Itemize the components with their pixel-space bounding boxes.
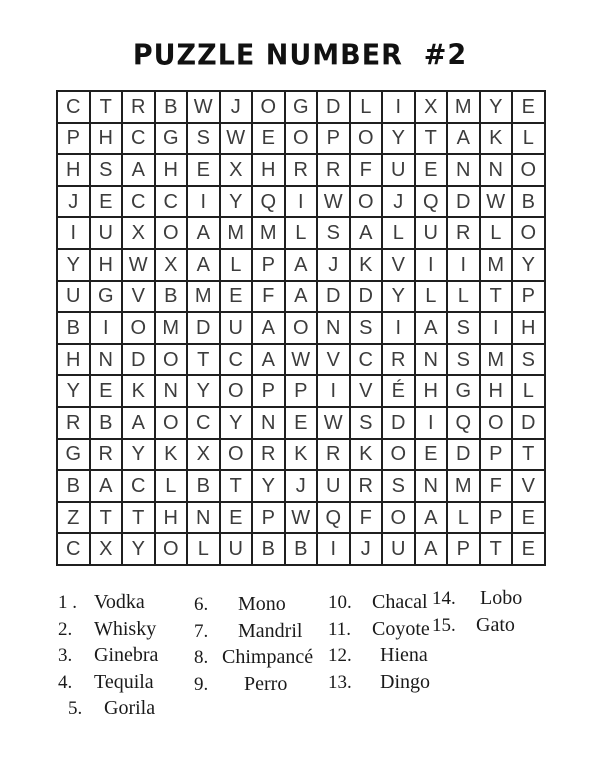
grid-cell[interactable]: D: [187, 312, 220, 344]
word-number: 14.: [432, 588, 456, 609]
grid-cell[interactable]: C: [155, 186, 188, 218]
grid-cell[interactable]: U: [220, 312, 253, 344]
word-text: Lobo: [480, 587, 523, 609]
grid-cell[interactable]: H: [252, 154, 285, 186]
grid-cell[interactable]: L: [350, 91, 383, 123]
word-item: [58, 644, 158, 671]
grid-cell[interactable]: Y: [220, 407, 253, 439]
grid-cell[interactable]: D: [122, 344, 155, 376]
word-item: [432, 587, 522, 614]
grid-cell[interactable]: A: [122, 407, 155, 439]
grid-cell[interactable]: H: [480, 375, 513, 407]
word-number: 5.: [68, 698, 83, 719]
grid-cell[interactable]: E: [285, 407, 318, 439]
word-text: Chimpancé: [222, 646, 314, 668]
grid-cell[interactable]: E: [187, 154, 220, 186]
grid-cell[interactable]: D: [512, 407, 545, 439]
grid-cell[interactable]: A: [187, 249, 220, 281]
grid-cell[interactable]: X: [220, 154, 253, 186]
grid-cell[interactable]: U: [317, 470, 350, 502]
grid-cell[interactable]: J: [57, 186, 90, 218]
grid-cell[interactable]: V: [512, 470, 545, 502]
grid-cell[interactable]: M: [252, 217, 285, 249]
grid-cell[interactable]: Y: [512, 249, 545, 281]
grid-cell[interactable]: P: [57, 123, 90, 155]
grid-cell[interactable]: R: [350, 470, 383, 502]
grid-cell[interactable]: W: [187, 91, 220, 123]
word-item: [58, 671, 158, 698]
grid-cell[interactable]: O: [155, 217, 188, 249]
grid-cell[interactable]: N: [447, 154, 480, 186]
word-number: 15.: [432, 614, 456, 636]
grid-cell[interactable]: M: [480, 249, 513, 281]
grid-cell[interactable]: M: [220, 217, 253, 249]
grid-cell[interactable]: E: [512, 502, 545, 534]
grid-cell[interactable]: J: [317, 249, 350, 281]
word-text: Ginebra: [94, 644, 159, 666]
grid-cell[interactable]: P: [480, 439, 513, 471]
word-item: [58, 591, 158, 618]
grid-cell[interactable]: S: [447, 344, 480, 376]
grid-cell[interactable]: D: [350, 281, 383, 313]
grid-cell[interactable]: U: [90, 217, 123, 249]
grid-cell[interactable]: H: [155, 154, 188, 186]
grid-cell[interactable]: K: [350, 439, 383, 471]
word-text: Mandril: [238, 619, 303, 642]
grid-cell[interactable]: A: [252, 344, 285, 376]
grid-cell[interactable]: Y: [382, 281, 415, 313]
grid-cell[interactable]: L: [512, 375, 545, 407]
grid-cell[interactable]: A: [285, 249, 318, 281]
grid-cell[interactable]: Z: [57, 502, 90, 534]
word-item: [432, 614, 522, 641]
grid-cell[interactable]: I: [382, 91, 415, 123]
grid-cell[interactable]: X: [90, 533, 123, 565]
grid-cell[interactable]: T: [480, 533, 513, 565]
grid-cell[interactable]: E: [512, 533, 545, 565]
grid-cell[interactable]: X: [155, 249, 188, 281]
grid-cell[interactable]: D: [447, 439, 480, 471]
grid-cell[interactable]: L: [285, 217, 318, 249]
grid-cell[interactable]: A: [447, 123, 480, 155]
word-text: Vodka: [94, 591, 145, 613]
grid-cell[interactable]: J: [350, 533, 383, 565]
grid-cell[interactable]: S: [447, 312, 480, 344]
grid-cell[interactable]: Q: [415, 186, 448, 218]
grid-cell[interactable]: I: [415, 407, 448, 439]
grid-cell[interactable]: O: [122, 312, 155, 344]
grid-cell[interactable]: L: [382, 217, 415, 249]
grid-cell[interactable]: Y: [252, 470, 285, 502]
grid-cell[interactable]: B: [57, 312, 90, 344]
grid-cell[interactable]: U: [382, 154, 415, 186]
grid-cell[interactable]: H: [57, 344, 90, 376]
grid-cell[interactable]: S: [512, 344, 545, 376]
grid-cell[interactable]: Y: [57, 249, 90, 281]
grid-cell[interactable]: O: [382, 502, 415, 534]
grid-cell[interactable]: H: [155, 502, 188, 534]
grid-cell[interactable]: N: [252, 407, 285, 439]
grid-cell[interactable]: D: [317, 281, 350, 313]
grid-cell[interactable]: L: [220, 249, 253, 281]
grid-cell[interactable]: R: [57, 407, 90, 439]
word-number: 7.: [194, 620, 209, 642]
grid-cell[interactable]: H: [57, 154, 90, 186]
word-text: Mono: [238, 593, 286, 615]
grid-cell[interactable]: B: [155, 281, 188, 313]
word-text: Dingo: [380, 670, 430, 693]
grid-cell[interactable]: M: [447, 91, 480, 123]
grid-cell[interactable]: P: [285, 375, 318, 407]
word-number: 3.: [58, 645, 73, 666]
grid-cell[interactable]: O: [252, 91, 285, 123]
grid-cell[interactable]: T: [90, 502, 123, 534]
grid-cell[interactable]: P: [252, 375, 285, 407]
grid-cell[interactable]: H: [512, 312, 545, 344]
grid-cell[interactable]: N: [415, 470, 448, 502]
word-number: 9.: [194, 673, 209, 695]
grid-cell[interactable]: É: [382, 375, 415, 407]
grid-cell[interactable]: S: [90, 154, 123, 186]
grid-cell[interactable]: B: [57, 470, 90, 502]
grid-cell[interactable]: A: [122, 154, 155, 186]
grid-cell[interactable]: O: [512, 217, 545, 249]
grid-cell[interactable]: M: [187, 281, 220, 313]
grid-cell[interactable]: G: [285, 91, 318, 123]
grid-cell[interactable]: C: [57, 91, 90, 123]
word-text: Hiena: [380, 644, 428, 666]
grid-cell[interactable]: U: [382, 533, 415, 565]
grid-cell[interactable]: W: [317, 186, 350, 218]
grid-cell[interactable]: Y: [382, 123, 415, 155]
grid-cell[interactable]: F: [480, 470, 513, 502]
grid-cell[interactable]: W: [285, 344, 318, 376]
word-item: [68, 697, 158, 724]
grid-cell[interactable]: B: [155, 91, 188, 123]
grid-cell[interactable]: N: [90, 344, 123, 376]
grid-cell[interactable]: K: [480, 123, 513, 155]
grid-cell[interactable]: E: [252, 123, 285, 155]
grid-cell[interactable]: M: [480, 344, 513, 376]
grid-cell[interactable]: L: [415, 281, 448, 313]
grid-cell[interactable]: V: [317, 344, 350, 376]
word-number: 6.: [194, 594, 209, 615]
grid-cell[interactable]: B: [512, 186, 545, 218]
word-number: 8.: [194, 647, 209, 668]
grid-cell[interactable]: O: [155, 344, 188, 376]
grid-cell[interactable]: I: [90, 312, 123, 344]
grid-cell[interactable]: J: [382, 186, 415, 218]
grid-cell[interactable]: A: [415, 502, 448, 534]
grid-cell[interactable]: N: [187, 502, 220, 534]
grid-cell[interactable]: I: [285, 186, 318, 218]
word-item: [328, 591, 430, 618]
grid-cell[interactable]: I: [415, 249, 448, 281]
grid-cell[interactable]: O: [480, 407, 513, 439]
word-text: Perro: [244, 672, 288, 695]
grid-cell[interactable]: I: [57, 217, 90, 249]
word-item: [328, 644, 430, 671]
word-number: 2.: [58, 618, 73, 640]
grid-cell[interactable]: P: [512, 281, 545, 313]
grid-cell[interactable]: H: [90, 123, 123, 155]
grid-cell[interactable]: O: [155, 533, 188, 565]
grid-cell[interactable]: H: [415, 375, 448, 407]
grid-cell[interactable]: C: [122, 123, 155, 155]
grid-cell[interactable]: P: [447, 533, 480, 565]
word-number: 11.: [328, 618, 352, 640]
grid-cell[interactable]: X: [415, 91, 448, 123]
grid-cell[interactable]: F: [252, 281, 285, 313]
grid-cell[interactable]: V: [350, 375, 383, 407]
grid-cell[interactable]: N: [317, 312, 350, 344]
word-item: [194, 593, 313, 620]
grid-cell[interactable]: T: [122, 502, 155, 534]
grid-cell[interactable]: L: [512, 123, 545, 155]
grid-cell[interactable]: B: [252, 533, 285, 565]
grid-cell[interactable]: P: [252, 249, 285, 281]
grid-cell[interactable]: P: [252, 502, 285, 534]
grid-cell[interactable]: E: [415, 439, 448, 471]
grid-cell[interactable]: C: [122, 470, 155, 502]
grid-cell[interactable]: U: [220, 533, 253, 565]
word-list-column-1: [58, 591, 158, 724]
grid-cell[interactable]: P: [317, 123, 350, 155]
grid-cell[interactable]: X: [122, 217, 155, 249]
grid-cell[interactable]: Y: [187, 375, 220, 407]
grid-cell[interactable]: O: [382, 439, 415, 471]
grid-cell[interactable]: Y: [220, 186, 253, 218]
word-item: [194, 646, 313, 673]
grid-cell[interactable]: A: [415, 533, 448, 565]
grid-cell[interactable]: R: [252, 439, 285, 471]
grid-cell[interactable]: E: [90, 186, 123, 218]
grid-cell[interactable]: T: [187, 344, 220, 376]
grid-cell[interactable]: E: [220, 502, 253, 534]
grid-cell[interactable]: O: [155, 407, 188, 439]
grid-cell[interactable]: R: [447, 217, 480, 249]
grid-cell[interactable]: L: [155, 470, 188, 502]
grid-cell[interactable]: B: [90, 407, 123, 439]
grid-cell[interactable]: Q: [252, 186, 285, 218]
grid-cell[interactable]: C: [122, 186, 155, 218]
grid-cell[interactable]: J: [285, 470, 318, 502]
grid-cell[interactable]: Y: [480, 91, 513, 123]
word-number: 13.: [328, 671, 352, 693]
grid-cell[interactable]: C: [350, 344, 383, 376]
grid-cell[interactable]: E: [220, 281, 253, 313]
word-text: Chacal: [372, 591, 428, 613]
grid-cell[interactable]: O: [220, 375, 253, 407]
grid-cell[interactable]: C: [220, 344, 253, 376]
grid-cell[interactable]: P: [480, 502, 513, 534]
grid-cell[interactable]: G: [447, 375, 480, 407]
grid-cell[interactable]: A: [350, 217, 383, 249]
grid-cell[interactable]: O: [350, 186, 383, 218]
word-number: 1 .: [58, 592, 77, 613]
grid-cell[interactable]: F: [350, 154, 383, 186]
grid-cell[interactable]: E: [90, 375, 123, 407]
grid-cell[interactable]: G: [155, 123, 188, 155]
grid-cell[interactable]: N: [480, 154, 513, 186]
grid-cell[interactable]: C: [187, 407, 220, 439]
grid-cell[interactable]: S: [382, 470, 415, 502]
grid-cell[interactable]: E: [415, 154, 448, 186]
grid-cell[interactable]: L: [480, 217, 513, 249]
grid-cell[interactable]: V: [382, 249, 415, 281]
grid-cell[interactable]: U: [415, 217, 448, 249]
grid-cell[interactable]: S: [350, 407, 383, 439]
grid-cell[interactable]: W: [285, 502, 318, 534]
grid-cell[interactable]: W: [122, 249, 155, 281]
grid-cell[interactable]: K: [350, 249, 383, 281]
word-text: Gorila: [104, 697, 156, 719]
grid-cell[interactable]: A: [415, 312, 448, 344]
grid-cell[interactable]: R: [122, 91, 155, 123]
grid-cell[interactable]: S: [317, 217, 350, 249]
grid-cell[interactable]: K: [122, 375, 155, 407]
grid-cell[interactable]: I: [317, 533, 350, 565]
grid-cell[interactable]: B: [187, 470, 220, 502]
word-item: [58, 618, 158, 645]
grid-cell[interactable]: Y: [122, 533, 155, 565]
grid-cell[interactable]: K: [155, 439, 188, 471]
grid-cell[interactable]: K: [285, 439, 318, 471]
grid-cell[interactable]: W: [480, 186, 513, 218]
word-number: 10.: [328, 592, 352, 613]
word-number: 12.: [328, 645, 352, 666]
grid-cell[interactable]: O: [285, 312, 318, 344]
grid-cell[interactable]: T: [90, 91, 123, 123]
word-text: Gato: [476, 613, 515, 636]
grid-cell[interactable]: N: [155, 375, 188, 407]
word-text: Coyote: [372, 617, 430, 640]
word-item: [328, 671, 430, 698]
grid-cell[interactable]: Q: [317, 502, 350, 534]
grid-cell[interactable]: A: [187, 217, 220, 249]
grid-cell[interactable]: E: [512, 91, 545, 123]
grid-cell[interactable]: H: [90, 249, 123, 281]
grid-cell[interactable]: G: [57, 439, 90, 471]
grid-cell[interactable]: L: [187, 533, 220, 565]
grid-cell[interactable]: L: [447, 281, 480, 313]
grid-cell[interactable]: G: [90, 281, 123, 313]
word-list-column-2: [194, 593, 313, 699]
grid-cell[interactable]: F: [350, 502, 383, 534]
grid-cell[interactable]: T: [480, 281, 513, 313]
grid-cell[interactable]: X: [187, 439, 220, 471]
puzzle-title: PUZZLE NUMBER #2: [132, 39, 468, 72]
grid-cell[interactable]: O: [350, 123, 383, 155]
grid-cell[interactable]: I: [480, 312, 513, 344]
grid-cell[interactable]: Y: [57, 375, 90, 407]
grid-cell[interactable]: A: [90, 470, 123, 502]
word-text: Tequila: [94, 670, 154, 693]
grid-cell[interactable]: L: [447, 502, 480, 534]
grid-cell[interactable]: A: [285, 281, 318, 313]
grid-cell[interactable]: B: [285, 533, 318, 565]
grid-cell[interactable]: V: [122, 281, 155, 313]
grid-cell[interactable]: O: [512, 154, 545, 186]
word-item: [328, 618, 430, 645]
grid-cell[interactable]: D: [382, 407, 415, 439]
grid-cell[interactable]: R: [317, 439, 350, 471]
grid-cell[interactable]: O: [220, 439, 253, 471]
grid-cell[interactable]: R: [317, 154, 350, 186]
grid-cell[interactable]: N: [415, 344, 448, 376]
word-item: [194, 620, 313, 647]
word-number: 4.: [58, 671, 73, 693]
grid-cell[interactable]: T: [512, 439, 545, 471]
grid-cell[interactable]: R: [382, 344, 415, 376]
grid-cell[interactable]: C: [57, 533, 90, 565]
grid-cell[interactable]: S: [187, 123, 220, 155]
grid-cell[interactable]: U: [57, 281, 90, 313]
word-list-column-3: [328, 591, 430, 697]
grid-cell[interactable]: I: [187, 186, 220, 218]
word-list-column-4: [432, 587, 522, 640]
grid-cell[interactable]: I: [447, 249, 480, 281]
grid-cell[interactable]: Q: [447, 407, 480, 439]
grid-cell[interactable]: I: [382, 312, 415, 344]
word-item: [194, 673, 313, 700]
grid-cell[interactable]: A: [252, 312, 285, 344]
word-text: Whisky: [94, 617, 157, 640]
grid-cell[interactable]: J: [220, 91, 253, 123]
grid-cell[interactable]: W: [317, 407, 350, 439]
grid-cell[interactable]: R: [285, 154, 318, 186]
grid-cell[interactable]: Y: [122, 439, 155, 471]
grid-cell[interactable]: D: [317, 91, 350, 123]
grid-cell[interactable]: R: [90, 439, 123, 471]
grid-cell[interactable]: W: [220, 123, 253, 155]
grid-cell[interactable]: T: [415, 123, 448, 155]
grid-cell[interactable]: I: [317, 375, 350, 407]
grid-cell[interactable]: M: [155, 312, 188, 344]
grid-cell[interactable]: O: [285, 123, 318, 155]
grid-cell[interactable]: D: [447, 186, 480, 218]
grid-cell[interactable]: T: [220, 470, 253, 502]
grid-cell[interactable]: S: [350, 312, 383, 344]
grid-cell[interactable]: M: [447, 470, 480, 502]
